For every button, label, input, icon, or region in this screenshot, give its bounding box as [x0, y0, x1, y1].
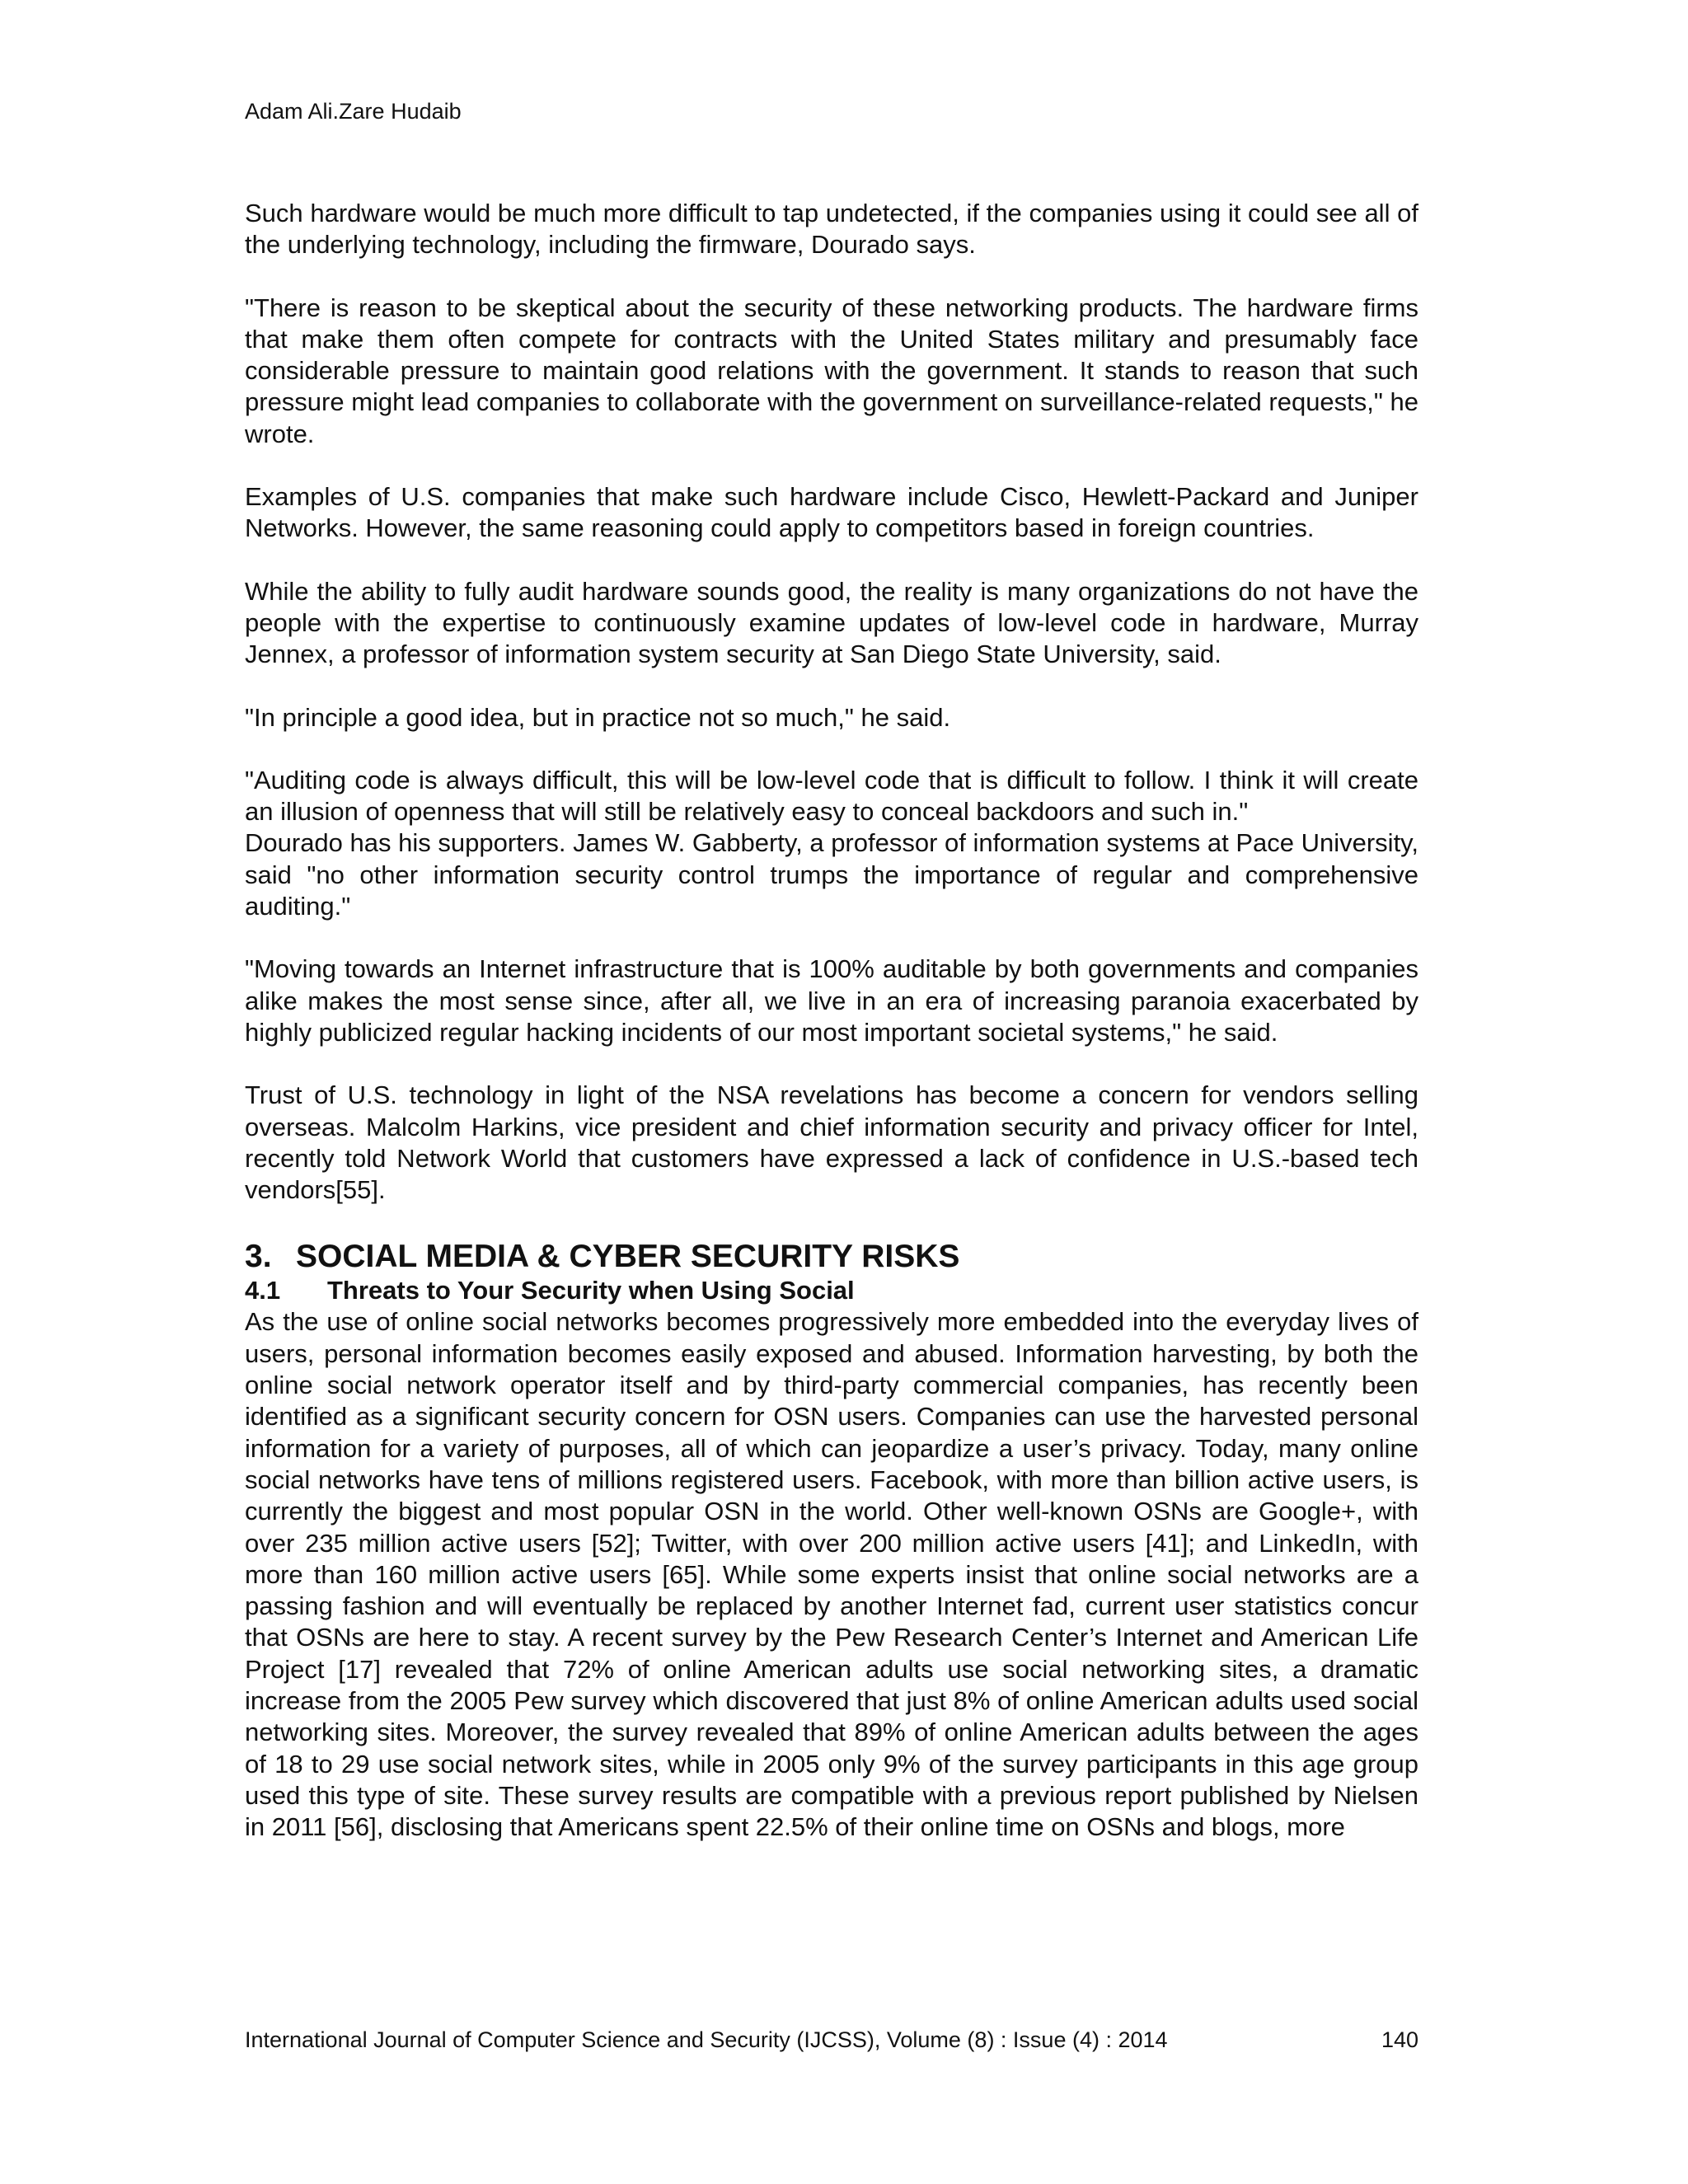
paragraph-trust-us-technology: Trust of U.S. technology in light of the NSA revelations has become a concern for vendors selling overseas. Malcolm Harkins, vice president and chief information security and privacy officer for Intel, recently told Network World that customers have expressed a lack of confidence in U.S.-based tech vendors[55].: [245, 1080, 1418, 1205]
subsection-heading: [245, 1275, 1418, 1306]
paragraph-us-companies: Examples of U.S. companies that make such hardware include Cisco, Hewlett-Packard and Juniper Networks. However, the same reasoning could apply to competitors based in foreign countries.: [245, 482, 1418, 543]
page-body: [245, 198, 1418, 1843]
paragraph-audit-hardware: While the ability to fully audit hardware sounds good, the reality is many organizations do not have the people with the expertise to continuously examine updates of low-level code in hardware, Murray Jennex, a professor of information system security at San Diego State University, said.: [245, 576, 1418, 669]
section-heading: [245, 1235, 1418, 1275]
running-header-author: Adam Ali.Zare Hudaib: [245, 99, 462, 124]
section-title: SOCIAL MEDIA & CYBER SECURITY RISKS: [296, 1239, 960, 1275]
paragraph-in-principle-quote: "In principle a good idea, but in practice not so much," he said.: [245, 702, 951, 732]
paragraph-dourado-supporters: Dourado has his supporters. James W. Gabberty, a professor of information systems at Pace University, said "no other information security control trumps the importance of regular and comprehensive auditing.": [245, 828, 1418, 921]
subsection-title: Threats to Your Security when Using Social: [327, 1276, 855, 1305]
paragraph-skeptical-quote: "There is reason to be skeptical about the security of these networking products. The hardware firms that make them often compete for contracts with the United States military and presumably face considerable pressure to maintain good relations with the government. It stands to reason that such pressure might lead companies to collaborate with the government on surveillance-related requests," he wrote.: [245, 293, 1419, 448]
footer-journal-citation: International Journal of Computer Science and Security (IJCSS), Volume (8) : Issue (4) : 2014: [245, 2027, 1168, 2052]
paragraph-auditing-code-quote: "Auditing code is always difficult, this will be low-level code that is difficult to follow. I think it will create an illusion of openness that will still be relatively easy to conceal backdoors and such in.": [245, 765, 1418, 827]
section-number: 3.: [245, 1239, 272, 1275]
page-number: 140: [1381, 2027, 1418, 2052]
paragraph-moving-towards-quote: "Moving towards an Internet infrastructure that is 100% auditable by both governments and companies alike makes the most sense since, after all, we live in an era of increasing paranoia exacerbated by highly publicized regular hacking incidents of our most important societal systems," he said.: [245, 954, 1418, 1047]
paragraph-osn-threats: As the use of online social networks becomes progressively more embedded into the everyday lives of users, personal information becomes easily exposed and abused. Information harvesting, by both the online social network operator itself and by third-party commercial companies, has recently been identified as a significant security concern for OSN users. Companies can use the harvested personal information for a variety of purposes, all of which can jeopardize a user’s privacy. Today, many online social networks have tens of millions registered users. Facebook, with more than billion active users, is currently the biggest and most popular OSN in the world. Other well-known OSNs are Google+, with over 235 million active users [52]; Twitter, with over 200 million active users [41]; and LinkedIn, with more than 160 million active users [65]. While some experts insist that online social networks are a passing fashion and will eventually be replaced by another Internet fad, current user statistics concur that OSNs are here to stay. A recent survey by the Pew Research Center’s Internet and American Life Project [17] revealed that 72% of online American adults use social networking sites, a dramatic increase from the 2005 Pew survey which discovered that just 8% of online American adults used social networking sites. Moreover, the survey revealed that 89% of online American adults between the ages of 18 to 29 use social network sites, while in 2005 only 9% of the survey participants in this age group used this type of site. These survey results are compatible with a previous report published by Nielsen in 2011 [56], disclosing that Americans spent 22.5% of their online time on OSNs and blogs, more: [245, 1307, 1418, 1842]
subsection-number: 4.1: [245, 1276, 281, 1305]
paragraph-hardware-tap: Such hardware would be much more difficult to tap undetected, if the companies using it could see all of the underlying technology, including the firmware, Dourado says.: [245, 199, 1418, 260]
